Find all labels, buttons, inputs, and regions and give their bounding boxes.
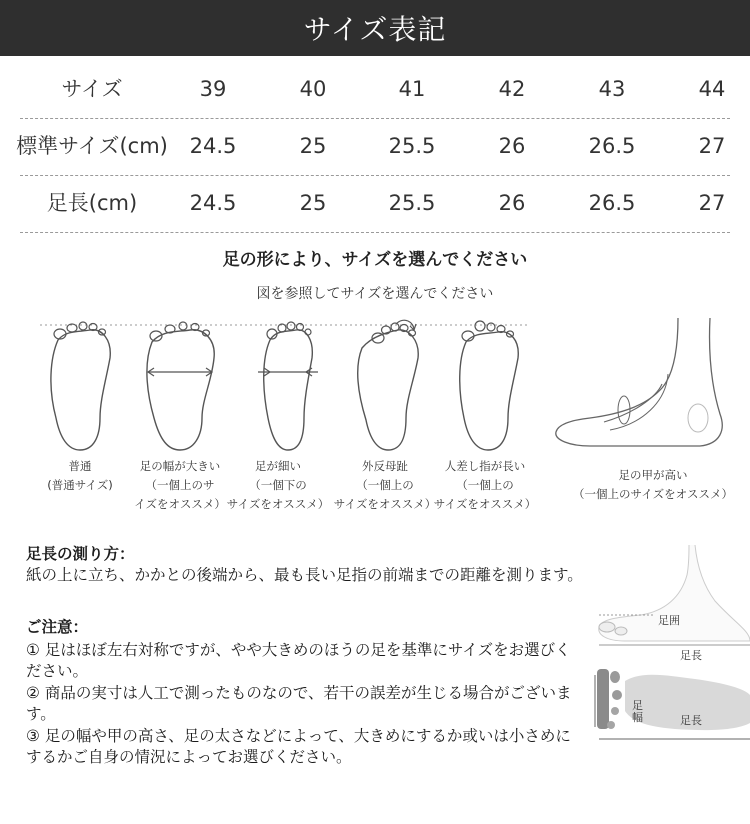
size-cell: 40	[299, 77, 327, 101]
size-cell: 25	[299, 134, 327, 158]
size-cell: 27	[698, 191, 726, 215]
size-row	[16, 119, 730, 176]
caption-name: 足の幅が大きい	[139, 459, 221, 473]
caption-note: （一個上の	[456, 478, 514, 492]
measure-heading: 足長の測り方：	[26, 545, 135, 563]
guide-subtitle: 図を参照してサイズを選んでください	[256, 286, 494, 302]
size-cell: 27	[698, 134, 726, 158]
row-label: 足長(cm)	[46, 191, 138, 215]
size-cell: 43	[598, 77, 626, 101]
girth-label: 足囲	[658, 614, 680, 627]
size-table	[16, 62, 730, 233]
caption-note: （一個上のサ	[145, 478, 215, 492]
width-label: 足幅	[632, 699, 643, 724]
size-cell: 26.5	[588, 191, 636, 215]
size-cell: 26.5	[588, 134, 636, 158]
size-cell: 42	[498, 77, 526, 101]
caption-name: 足が細い	[255, 459, 301, 473]
size-cell: 44	[698, 77, 726, 101]
size-cell: 25.5	[388, 191, 436, 215]
caption-note: (普通サイズ)	[47, 478, 113, 492]
caption-note: イズをオススメ）	[134, 497, 226, 511]
wide-foot-icon	[140, 318, 220, 458]
caption-note: サイズをオススメ）	[333, 497, 437, 511]
caption-note: サイズをオススメ）	[226, 497, 330, 511]
size-cell: 41	[398, 77, 426, 101]
bunion-foot-icon	[348, 318, 428, 458]
caption-name: 人差し指が長い	[444, 459, 526, 473]
caption-note: （一個上の	[356, 478, 414, 492]
caption-note: （一個下の	[249, 478, 307, 492]
note-item: ② 商品の実寸は人工で測ったものなので、若干の誤差が生じる場合がございます。	[26, 683, 572, 723]
row-label: 標準サイズ(cm)	[16, 134, 168, 158]
notes-section	[26, 617, 586, 769]
size-cell: 24.5	[189, 134, 237, 158]
note-item: ① 足はほぼ左右対称ですが、やや大きめのほうの足を基準にサイズをお選びください。	[26, 640, 571, 680]
narrow-foot-icon	[248, 318, 328, 458]
size-cell: 25.5	[388, 134, 436, 158]
high-instep-caption	[568, 466, 738, 504]
caption-name: 普通	[68, 459, 92, 473]
size-cell: 25	[299, 191, 327, 215]
bottom-length-label: 足長	[680, 714, 702, 727]
page-title: サイズ表記	[303, 13, 447, 46]
page-header	[0, 0, 750, 56]
row-label: サイズ	[61, 77, 123, 101]
caption-note: サイズをオススメ）	[433, 497, 537, 511]
size-cell: 26	[498, 134, 526, 158]
size-cell: 39	[199, 77, 227, 101]
measure-text: 紙の上に立ち、かかとの後端から、最も長い足指の前端までの距離を測ります。	[26, 566, 583, 584]
caption-name: 足の甲が高い	[618, 468, 688, 482]
caption-name: 外反母趾	[362, 459, 408, 473]
note-item: ③ 足の幅や甲の高さ、足の太さなどによって、大きめにするか或いは小さめにするかご自身の情況によってお選びください。	[26, 726, 571, 766]
normal-foot-icon	[40, 318, 120, 458]
side-length-label: 足長	[680, 649, 702, 662]
foot-measurement-diagram	[585, 545, 750, 785]
caption-note: （一個上のサイズをオススメ）	[573, 487, 733, 501]
size-cell: 24.5	[189, 191, 237, 215]
guide-title: 足の形により、サイズを選んでください	[222, 250, 528, 270]
high-instep-foot-icon	[550, 318, 740, 458]
size-cell: 26	[498, 191, 526, 215]
narrow-caption	[218, 457, 338, 514]
notes-heading: ご注意：	[26, 618, 89, 636]
long-second-toe-foot-icon	[448, 318, 528, 458]
long-toe-caption	[425, 457, 545, 514]
size-row	[20, 62, 730, 119]
size-row	[20, 176, 730, 233]
